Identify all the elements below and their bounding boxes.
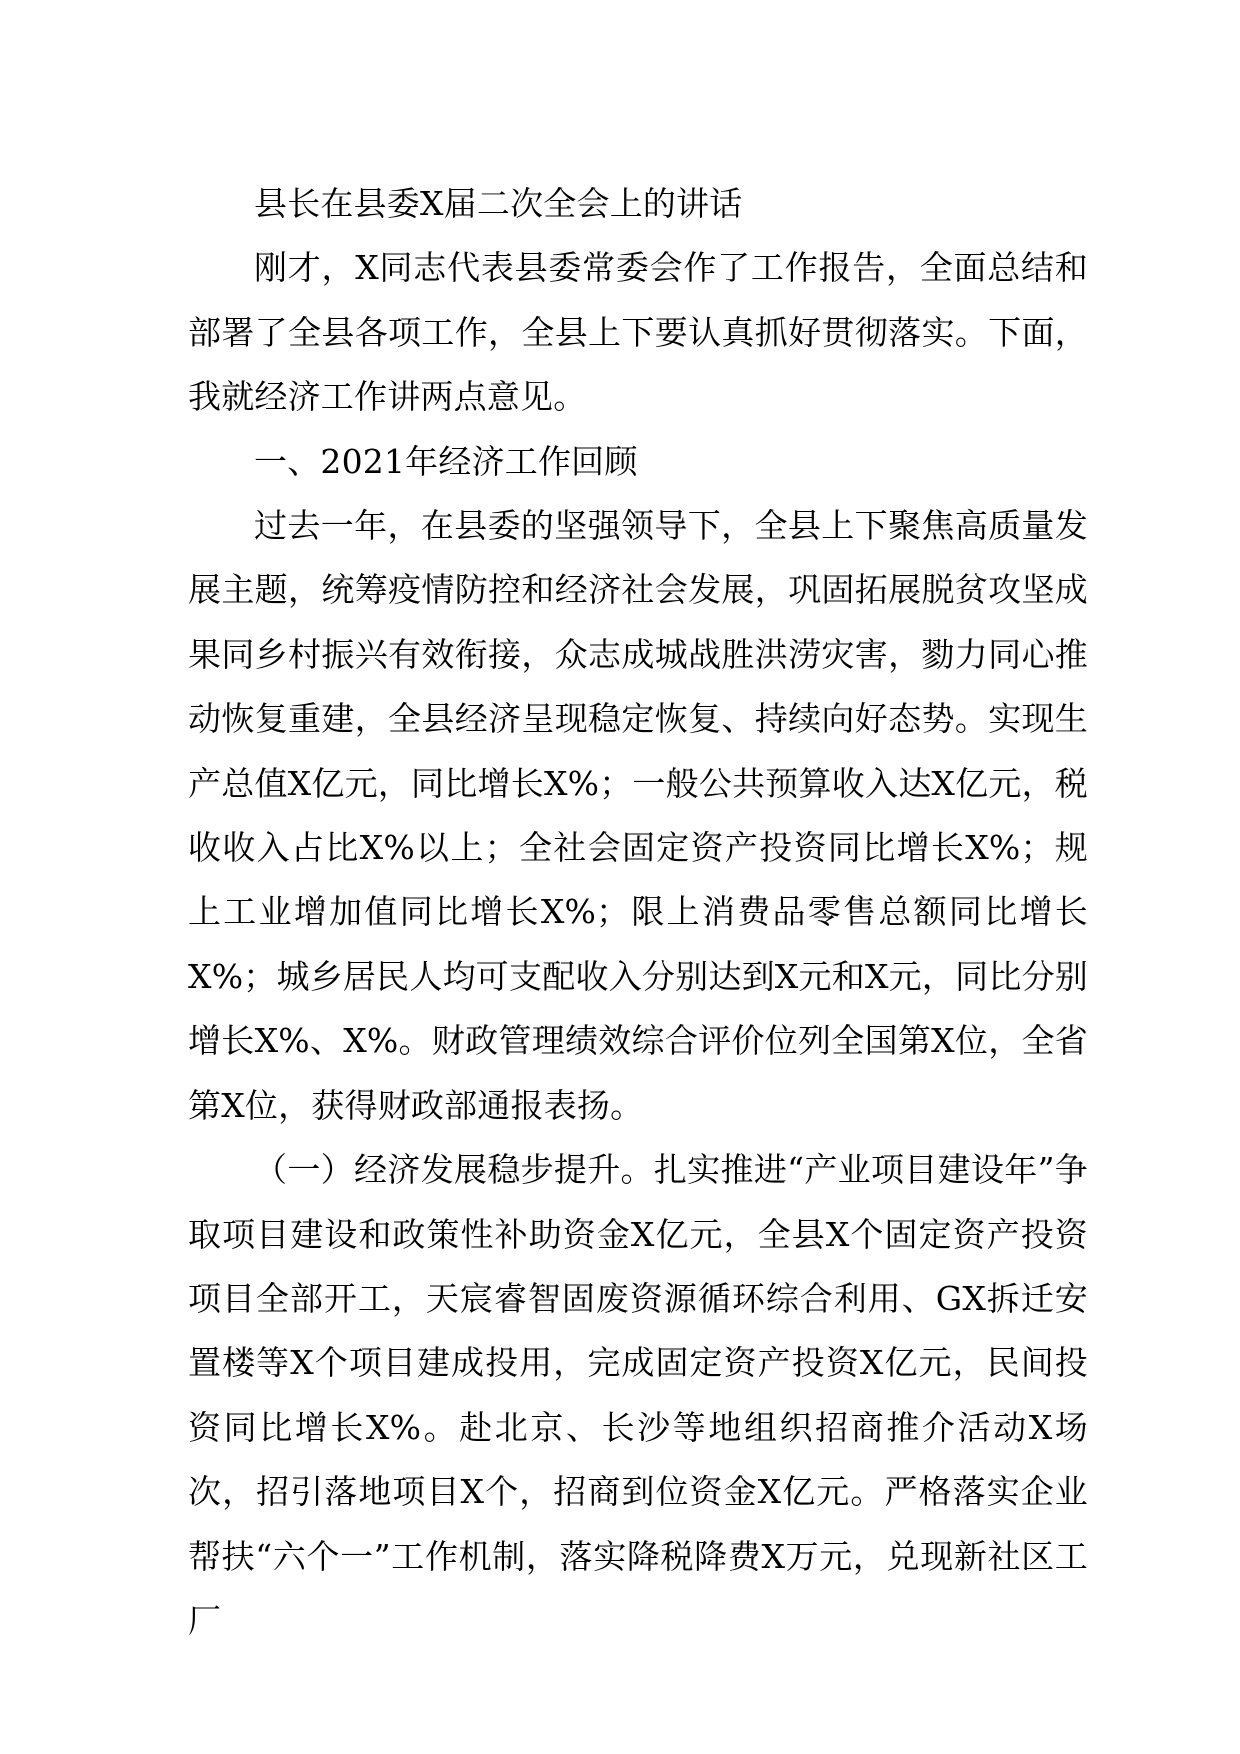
document-body	[188, 172, 1088, 1653]
review-paragraph: 过去一年，在县委的坚强领导下，全县上下聚焦高质量发展主题，统筹疫情防控和经济社会发展，巩固拓展脱贫攻坚成果同乡村振兴有效衔接，众志成城战胜洪涝灾害，勠力同心推动恢复重建，全县经济呈现稳定恢复、持续向好态势。实现生产总值X亿元，同比增长X%；一般公共预算收入达X亿元，税收收入占比X%以上；全社会固定资产投资同比增长X%；规上工业增加值同比增长X%；限上消费品零售总额同比增长X%；城乡居民人均可支配收入分别达到X元和X元，同比分别增长X%、X%。财政管理绩效综合评价位列全国第X位，全省第X位，获得财政部通报表扬。	[188, 506, 1088, 1125]
section-heading-review: 一、2021年经济工作回顾	[254, 441, 638, 481]
opening-paragraph: 刚才，X同志代表县委常委会作了工作报告，全面总结和部署了全县各项工作，全县上下要认真抓好贯彻落实。下面，我就经济工作讲两点意见。	[188, 248, 1088, 417]
document-title: 县长在县委X届二次全会上的讲话	[254, 184, 743, 223]
economic-development-paragraph: （一）经济发展稳步提升。扎实推进“产业项目建设年”争取项目建设和政策性补助资金X亿元，全县X个固定资产投资项目全部开工，天宸睿智固废资源循环综合利用、GX拆迁安置楼等X个项目建成投用，完成固定资产投资X亿元，民间投资同比增长X%。赴北京、长沙等地组织招商推介活动X场次，招引落地项目X个，招商到位资金X亿元。严格落实企业帮扶“六个一”工作机制，落实降税降费X万元，兑现新社区工厂	[188, 1150, 1088, 1640]
